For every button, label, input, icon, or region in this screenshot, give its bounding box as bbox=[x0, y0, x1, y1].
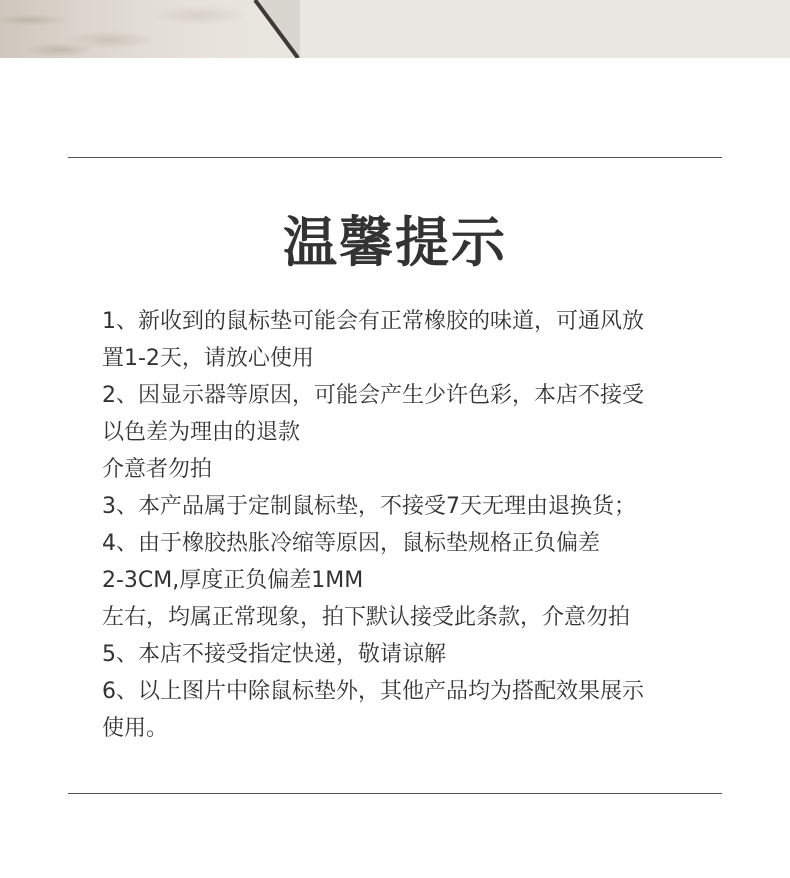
notice-line: 使用。 bbox=[102, 716, 169, 741]
mousepad-edge bbox=[0, 0, 790, 58]
notice-text bbox=[102, 303, 722, 747]
bottom-divider bbox=[68, 793, 722, 794]
notice-line: 以色差为理由的退款 bbox=[102, 420, 301, 445]
notice-line: 5、本店不接受指定快递，敬请谅解 bbox=[102, 642, 446, 667]
notice-line: 4、由于橡胶热胀冷缩等原因，鼠标垫规格正负偏差 bbox=[102, 531, 600, 556]
top-divider bbox=[68, 157, 722, 158]
notice-line: 6、以上图片中除鼠标垫外，其他产品均为搭配效果展示 bbox=[102, 679, 644, 704]
notice-line: 左右，均属正常现象，拍下默认接受此条款，介意勿拍 bbox=[102, 605, 631, 630]
product-photo-strip bbox=[0, 0, 790, 58]
notice-line: 介意者勿拍 bbox=[102, 457, 213, 482]
notice-line: 2、因显示器等原因，可能会产生少许色彩，本店不接受 bbox=[102, 383, 644, 408]
page-title: 温馨提示 bbox=[283, 211, 507, 274]
notice-line: 1、新收到的鼠标垫可能会有正常橡胶的味道，可通风放 bbox=[102, 309, 644, 334]
notice-line: 置1-2天，请放心使用 bbox=[102, 346, 314, 371]
notice-line: 3、本产品属于定制鼠标垫，不接受7天无理由退换货； bbox=[102, 494, 636, 519]
notice-line: 2-3CM,厚度正负偏差1MM bbox=[102, 568, 364, 593]
